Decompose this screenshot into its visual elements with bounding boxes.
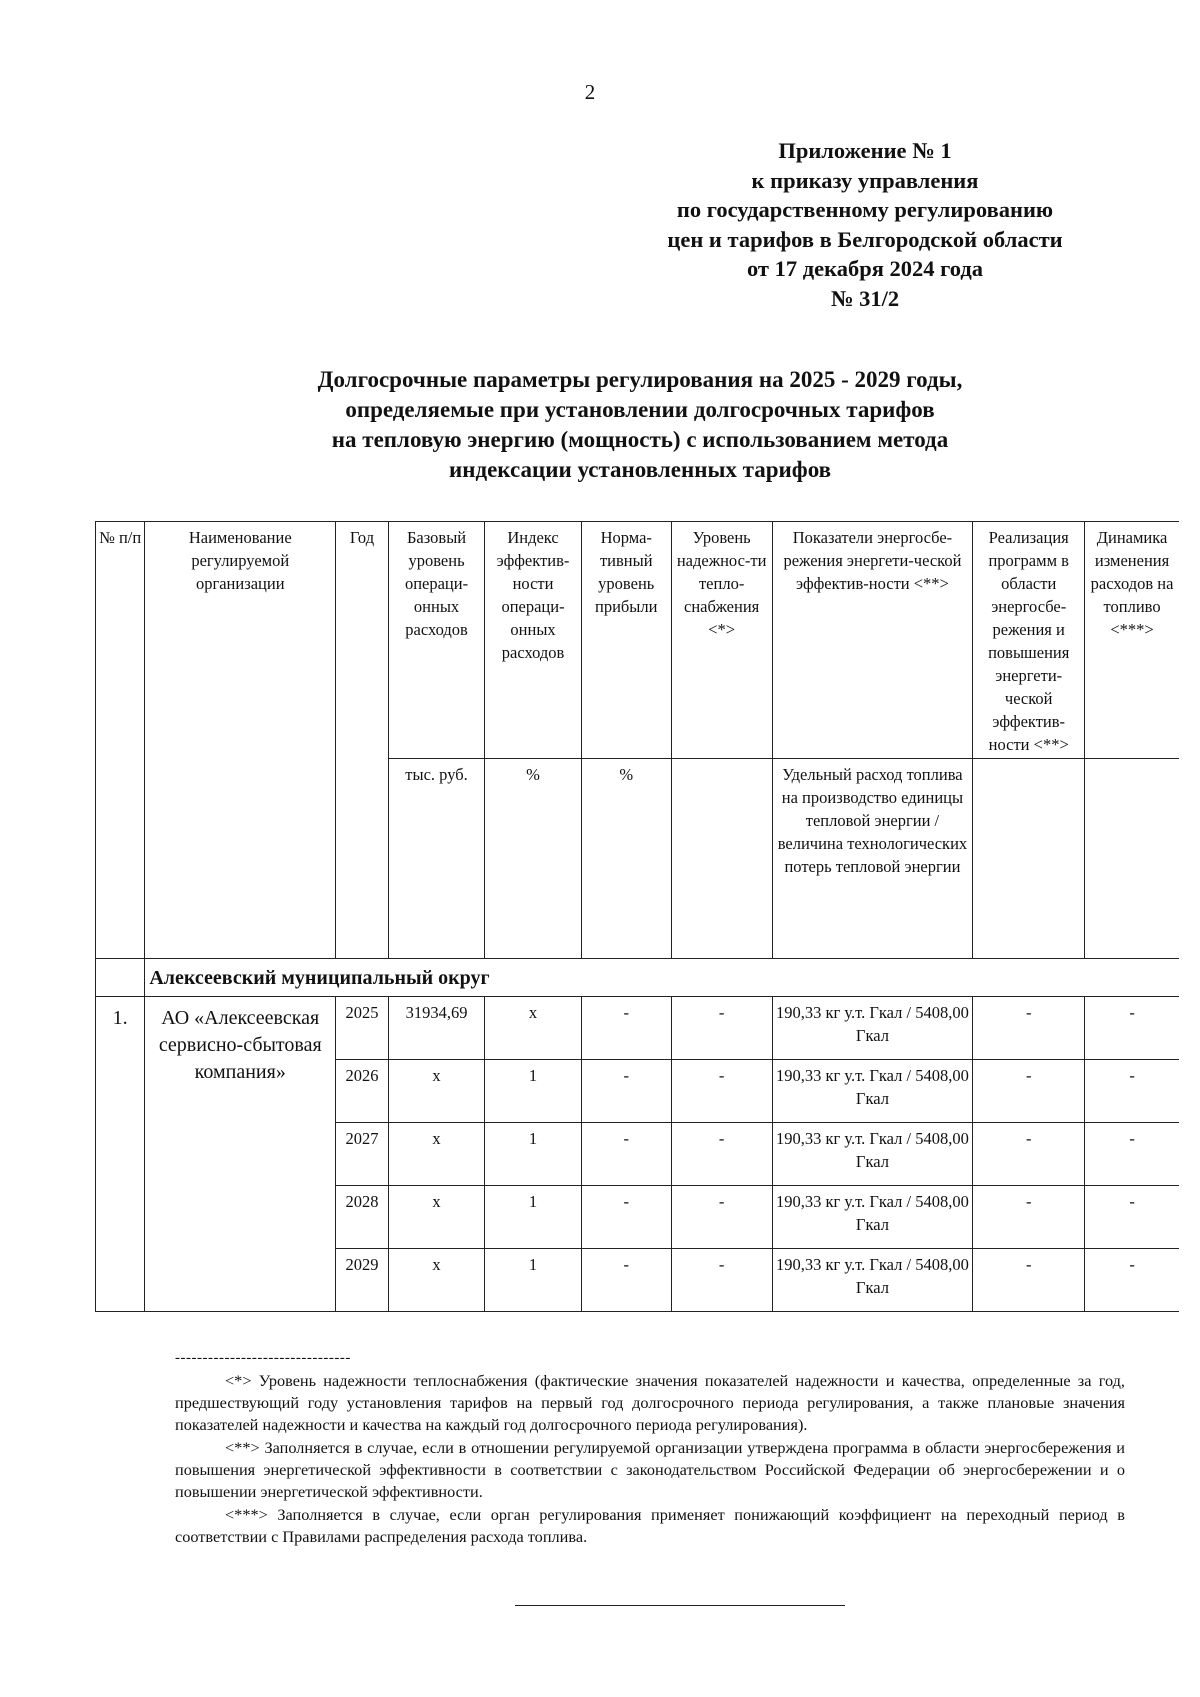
- cell-dynamics: -: [1085, 1249, 1179, 1312]
- cell-profit: -: [581, 997, 671, 1060]
- cell-programs: -: [973, 1123, 1085, 1186]
- header-energy: Показатели энергосбе-режения энергети-ческой эффектив-ности <**>: [772, 522, 973, 759]
- footnote: <*> Уровень надежности теплоснабжения (фактические значения показателей надежности и качества, определенные за год, предшествующий году установления тарифов на первый год долгосрочного периода регулирования, а также плановые значения показателей надежности и качества на каждый год долгосрочного периода регулирования).: [175, 1371, 1125, 1434]
- cell-energy: 190,33 кг у.т. Гкал / 5408,00 Гкал: [772, 1060, 973, 1123]
- unit-base: тыс. руб.: [388, 759, 485, 959]
- cell-profit: -: [581, 1249, 671, 1312]
- cell-energy: 190,33 кг у.т. Гкал / 5408,00 Гкал: [772, 1123, 973, 1186]
- cell-base: х: [388, 1186, 485, 1249]
- cell-year: 2027: [336, 1123, 389, 1186]
- section-row: [96, 959, 1180, 997]
- header-org: Наименование регулируемой организации: [145, 522, 336, 959]
- unit-programs: [973, 759, 1085, 959]
- header-reliability: Уровень надежнос-ти тепло-снабжения <*>: [671, 522, 772, 759]
- cell-year: 2028: [336, 1186, 389, 1249]
- cell-reliability: -: [671, 1249, 772, 1312]
- parameters-table: [95, 521, 1179, 1312]
- appendix-line: к приказу управления: [751, 167, 979, 193]
- header-programs: Реализация программ в области энергосбе-режения и повышения энергети-ческой эффектив-ности <**>: [973, 522, 1085, 759]
- cell-reliability: -: [671, 1186, 772, 1249]
- cell-year: 2029: [336, 1249, 389, 1312]
- cell-index: х: [485, 997, 582, 1060]
- footnote: <***> Заполняется в случае, если орган регулирования применяет понижающий коэффициент на переходный период в соответствии с Правилами распределения расхода топлива.: [175, 1505, 1125, 1546]
- cell-base: х: [388, 1249, 485, 1312]
- cell-programs: -: [973, 1186, 1085, 1249]
- unit-profit: %: [581, 759, 671, 959]
- cell-profit: -: [581, 1186, 671, 1249]
- header-year: Год: [336, 522, 389, 959]
- unit-index: %: [485, 759, 582, 959]
- cell-dynamics: -: [1085, 1123, 1179, 1186]
- cell-energy: 190,33 кг у.т. Гкал / 5408,00 Гкал: [772, 1186, 973, 1249]
- cell-energy: 190,33 кг у.т. Гкал / 5408,00 Гкал: [772, 1249, 973, 1312]
- appendix-line: № 31/2: [830, 285, 900, 311]
- org-name: АО «Алексеевская сервисно-сбытовая компания»: [145, 997, 336, 1312]
- header-profit: Норма-тивный уровень прибыли: [581, 522, 671, 759]
- header-index: Индекс эффектив-ности операци-онных расходов: [485, 522, 582, 759]
- cell-year: 2025: [336, 997, 389, 1060]
- section-num-cell: [96, 959, 145, 997]
- cell-reliability: -: [671, 1060, 772, 1123]
- cell-programs: -: [973, 1249, 1085, 1312]
- cell-reliability: -: [671, 1123, 772, 1186]
- cell-profit: -: [581, 1123, 671, 1186]
- cell-base: х: [388, 1060, 485, 1123]
- cell-index: 1: [485, 1249, 582, 1312]
- cell-year: 2026: [336, 1060, 389, 1123]
- cell-index: 1: [485, 1123, 582, 1186]
- cell-reliability: -: [671, 997, 772, 1060]
- header-dynamics: Динамика изменения расходов на топливо <***>: [1085, 522, 1179, 759]
- title-line: Долгосрочные параметры регулирования на 2025 - 2029 годы,: [317, 367, 963, 392]
- title-line: определяемые при установлении долгосрочных тарифов: [345, 397, 935, 422]
- document-title: [200, 365, 1080, 485]
- unit-energy: Удельный расход топлива на производство единицы тепловой энергии / величина технологических потерь тепловой энергии: [772, 759, 973, 959]
- cell-energy: 190,33 кг у.т. Гкал / 5408,00 Гкал: [772, 997, 973, 1060]
- appendix-header: [600, 136, 1130, 313]
- cell-profit: -: [581, 1060, 671, 1123]
- header-base: Базовый уровень операци-онных расходов: [388, 522, 485, 759]
- section-title: Алексеевский муниципальный округ: [145, 959, 1179, 997]
- unit-reliability: [671, 759, 772, 959]
- header-num: № п/п: [96, 522, 145, 959]
- table-row: [96, 997, 1180, 1060]
- header-row: [96, 522, 1180, 759]
- cell-dynamics: -: [1085, 1060, 1179, 1123]
- title-line: индексации установленных тарифов: [448, 457, 832, 482]
- end-divider: [515, 1605, 845, 1606]
- appendix-line: по государственному регулированию: [676, 197, 1054, 222]
- appendix-line: цен и тарифов в Белгородской области: [667, 226, 1063, 252]
- cell-programs: -: [973, 1060, 1085, 1123]
- cell-index: 1: [485, 1060, 582, 1123]
- appendix-line: Приложение № 1: [778, 138, 952, 163]
- unit-dynamics: [1085, 759, 1179, 959]
- appendix-line: от 17 декабря 2024 года: [746, 256, 984, 281]
- cell-dynamics: -: [1085, 997, 1179, 1060]
- cell-programs: -: [973, 997, 1085, 1060]
- cell-base: х: [388, 1123, 485, 1186]
- cell-dynamics: -: [1085, 1186, 1179, 1249]
- footnote-separator: --------------------------------: [175, 1350, 351, 1366]
- footnotes: [175, 1370, 1125, 1549]
- row-number: 1.: [96, 997, 145, 1312]
- cell-index: 1: [485, 1186, 582, 1249]
- page-number: 2: [584, 80, 596, 104]
- title-line: на тепловую энергию (мощность) с использованием метода: [331, 427, 949, 452]
- cell-base: 31934,69: [388, 997, 485, 1060]
- footnote: <**> Заполняется в случае, если в отношении регулируемой организации утверждена программа в области энергосбережения и повышения энергетической эффективности в соответствии с законодательством Российской Федерации об энергосбережении и о повышении энергетической эффективности.: [175, 1438, 1125, 1501]
